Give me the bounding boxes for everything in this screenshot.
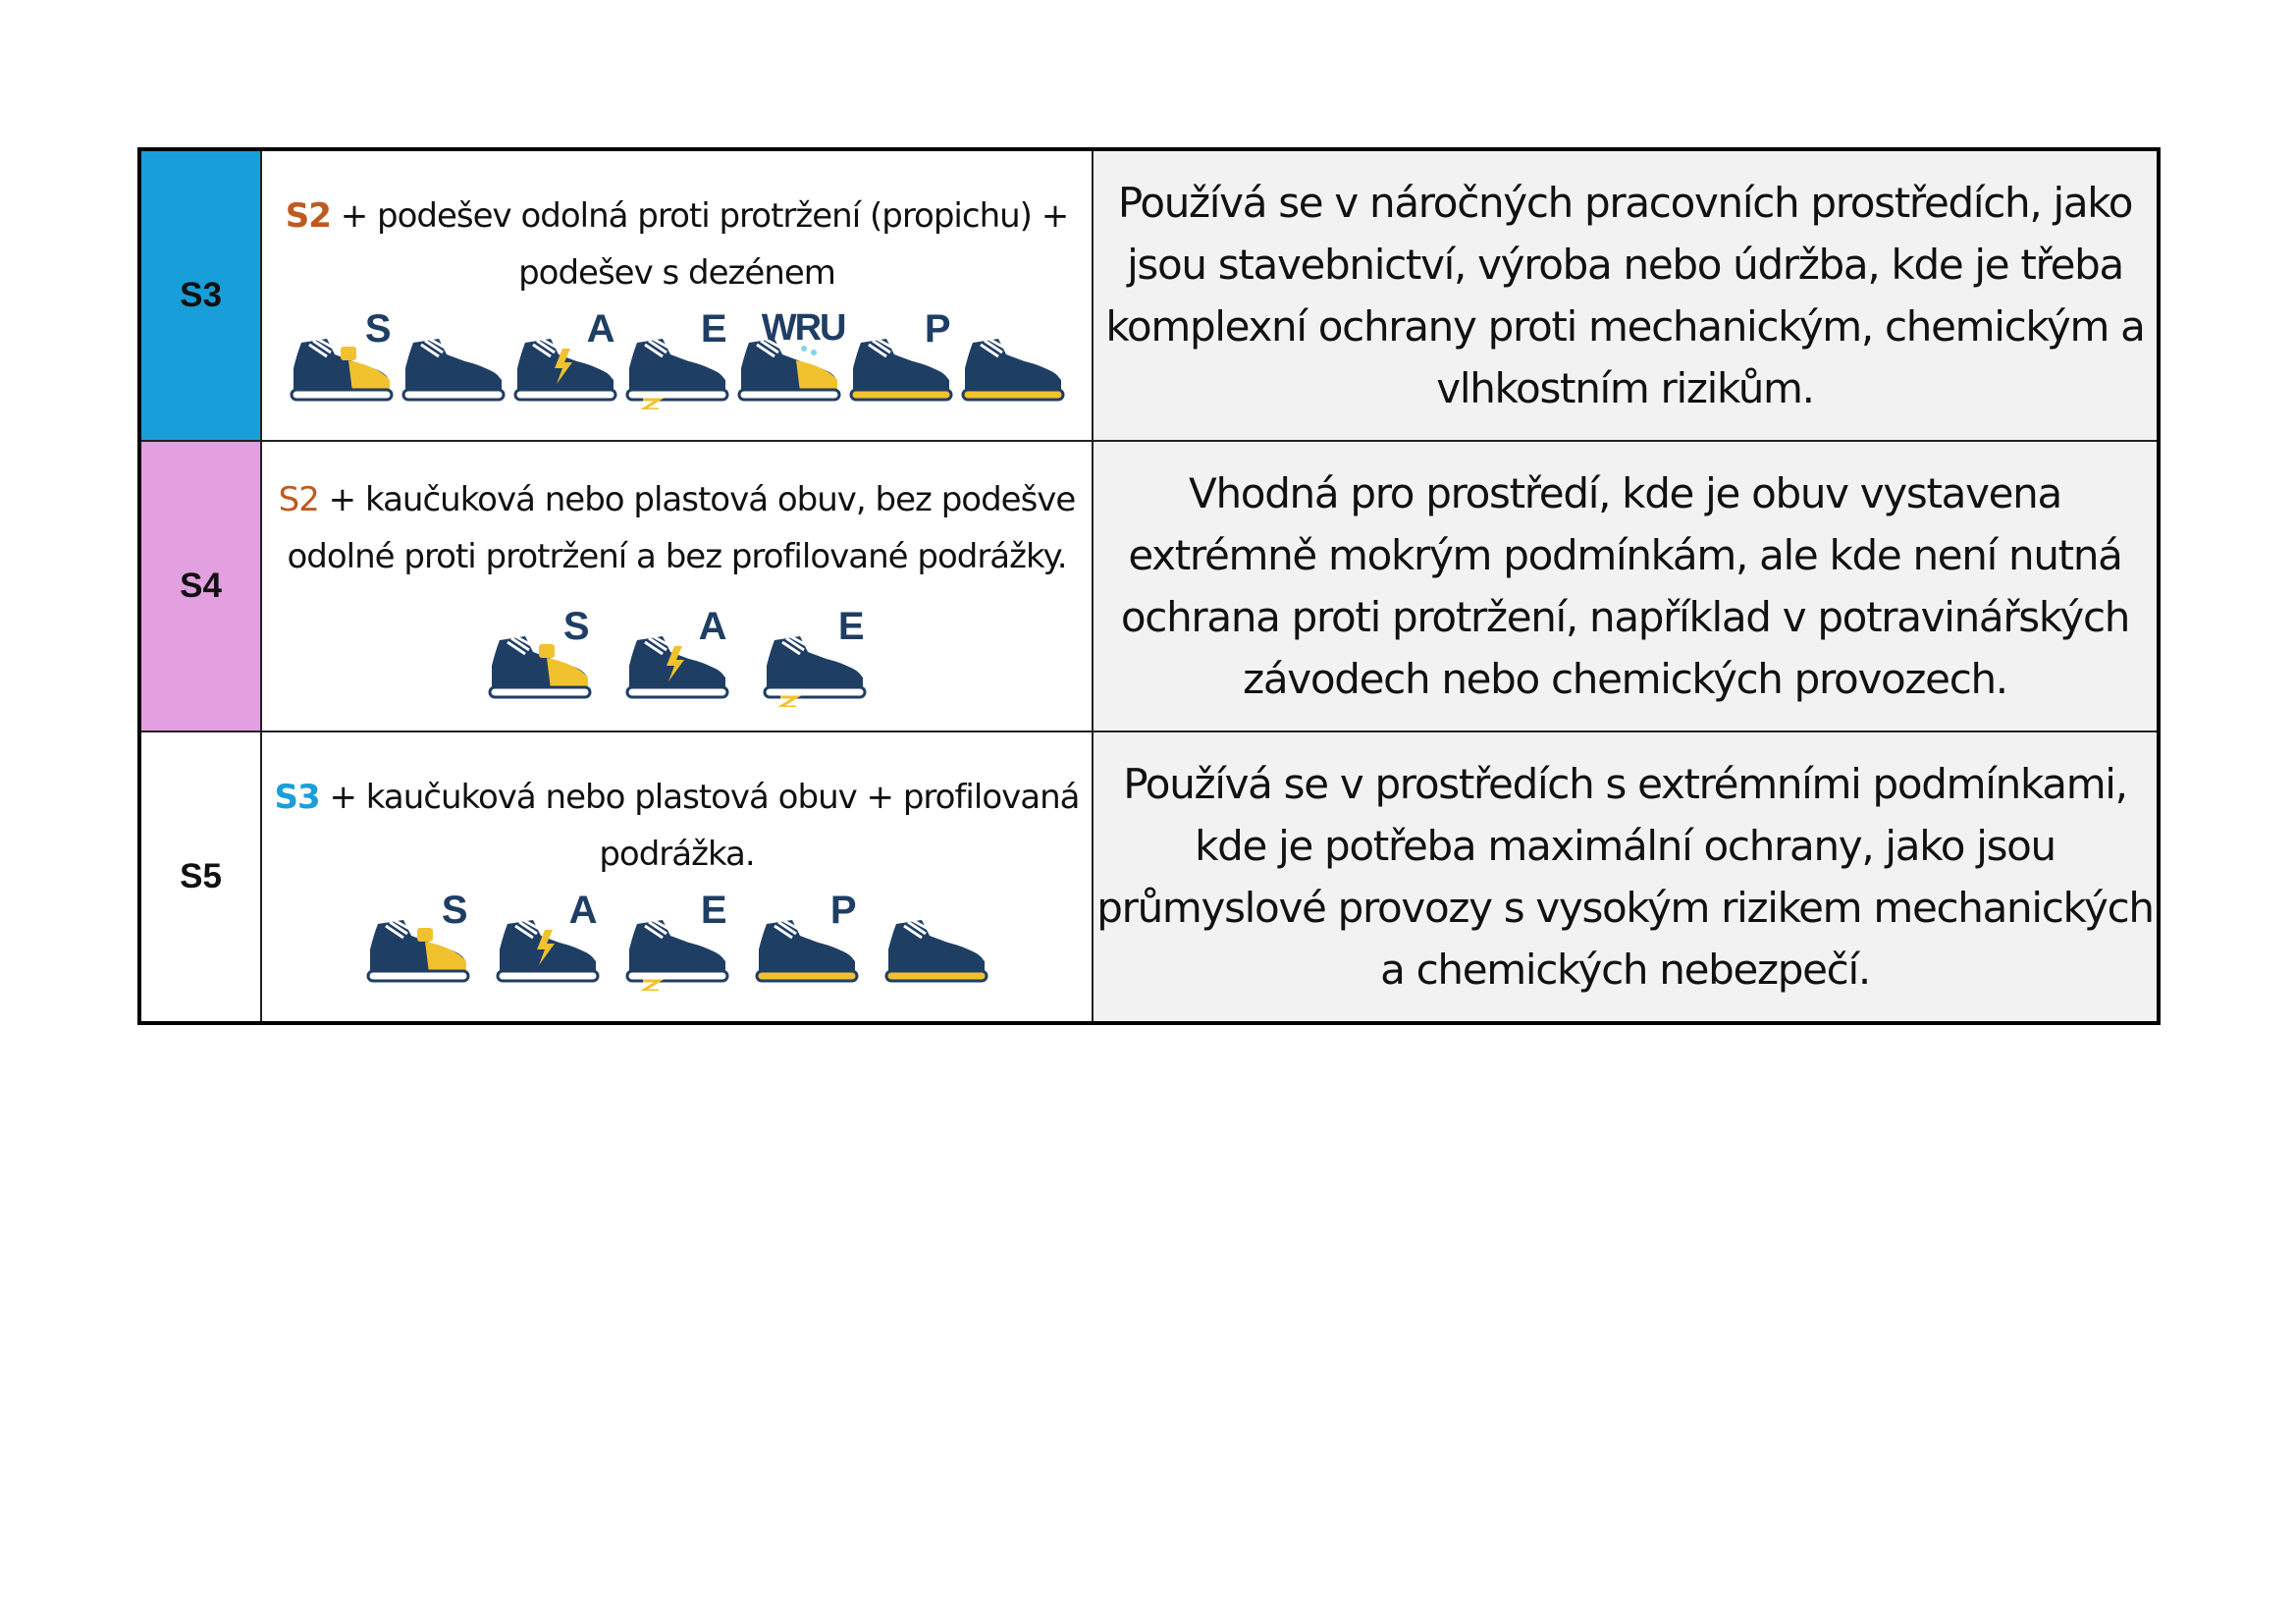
shoe-label: S <box>364 307 392 351</box>
shoe-label: E <box>837 605 865 648</box>
requirement-text: + kaučuková nebo plastová obuv + profilovaná podrážka. <box>319 778 1080 874</box>
usage-cell: Používá se v náročných pracovních prostředích, jako jsou stavebnictví, výroba nebo údržba, kde je třeba komplexní ochrany proti mechanickým, chemickým a vlhkostním rizikům. <box>1093 149 2159 441</box>
requirement-text: + kaučuková nebo plastová obuv, bez podešve odolné proti protržení a bez profilované podrážky. <box>287 480 1076 576</box>
requirement-cell <box>261 441 1093 731</box>
table-row-s5 <box>139 731 2159 1023</box>
shoe-s-icon <box>364 889 472 991</box>
shoe-a-icon <box>494 889 602 991</box>
shoe-label: A <box>568 889 598 932</box>
shoe-a-icon <box>511 307 619 409</box>
base-class-ref: S2 <box>285 196 331 236</box>
shoe-label: A <box>698 605 727 648</box>
base-class-ref: S2 <box>278 480 319 519</box>
class-code-cell: S4 <box>139 441 261 731</box>
shoe-label: P <box>829 889 857 932</box>
shoe-e-icon <box>761 605 869 707</box>
shoe-e-icon <box>623 889 731 991</box>
shoe-label: S <box>441 889 468 932</box>
shoe-sole-icon <box>959 311 1067 409</box>
shoe-p-icon <box>753 889 861 991</box>
shoe-label: E <box>700 889 727 932</box>
usage-cell: Používá se v prostředích s extrémními podmínkami, kde je potřeba maximální ochrany, jako jsou průmyslové provozy s vysokým rizikem mechanických a chemických nebezpečí. <box>1093 731 2159 1023</box>
shoe-p-icon <box>847 307 955 409</box>
base-class-ref: S3 <box>274 778 320 817</box>
shoe-icon-row <box>262 605 1092 707</box>
class-code-cell: S5 <box>139 731 261 1023</box>
shoe-label: WRU <box>761 307 845 349</box>
shoe-wru-icon <box>735 307 845 409</box>
shoe-label: A <box>586 307 615 351</box>
shoe-e-icon <box>623 307 731 409</box>
shoe-sole-icon <box>882 893 990 991</box>
shoe-label: E <box>700 307 727 351</box>
requirement-cell <box>261 149 1093 441</box>
shoe-a-icon <box>623 605 731 707</box>
safety-footwear-table <box>137 147 2161 1025</box>
class-code-cell: S3 <box>139 149 261 441</box>
requirement-text: + podešev odolná proti protržení (propichu) + podešev s dezénem <box>330 196 1069 293</box>
shoe-label: P <box>924 307 951 351</box>
shoe-s-icon <box>288 307 396 409</box>
shoe-plain-icon <box>400 311 507 409</box>
shoe-icon-row <box>262 307 1092 409</box>
requirement-cell <box>261 731 1093 1023</box>
shoe-s-icon <box>486 605 594 707</box>
table-row-s3 <box>139 149 2159 441</box>
usage-cell: Vhodná pro prostředí, kde je obuv vystavena extrémně mokrým podmínkám, ale kde není nutná ochrana proti protržení, například v potravinářských závodech nebo chemických provozech. <box>1093 441 2159 731</box>
shoe-icon-row <box>262 889 1092 991</box>
shoe-label: S <box>562 605 590 648</box>
table-row-s4 <box>139 441 2159 731</box>
